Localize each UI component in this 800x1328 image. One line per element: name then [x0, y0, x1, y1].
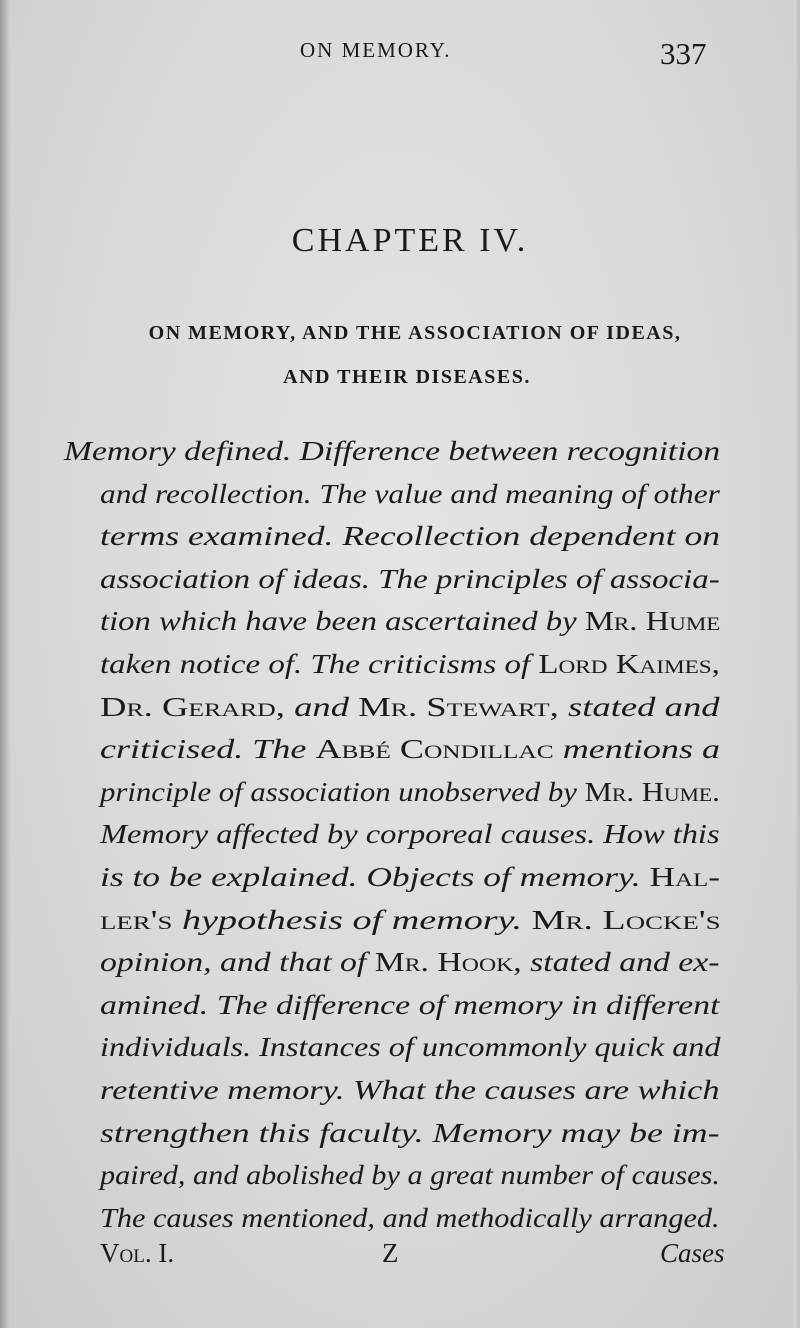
synopsis-line [100, 736, 720, 763]
synopsis-text: tion which have been ascertained by [100, 606, 585, 637]
catchword: Cases [660, 1238, 725, 1268]
synopsis-line [100, 821, 720, 848]
chapter-subtitle-line-2: AND THEIR DISEASES. [283, 366, 531, 388]
synopsis-text: criticised. The [100, 734, 316, 765]
page-number: 337 [660, 36, 707, 71]
synopsis-line [100, 776, 720, 807]
page-edge-shadow [794, 0, 800, 1328]
synopsis-name: Mr. Hook, [374, 947, 522, 978]
synopsis-name: Lord Kaimes, [538, 649, 720, 679]
synopsis-text: and [284, 691, 359, 722]
synopsis-text: individuals. Instances of uncommonly quick and [100, 1032, 721, 1063]
synopsis-text: hypothesis of memory. [172, 904, 532, 935]
synopsis-text: strengthen this faculty. Memory may be im- [100, 1117, 720, 1148]
chapter-title: CHAPTER IV. [291, 222, 529, 259]
synopsis-line [100, 904, 721, 935]
synopsis-name: Mr. Hume [584, 606, 721, 637]
synopsis-name: Mr. Locke's [531, 904, 721, 935]
synopsis-text: opinion, and that of [100, 947, 375, 978]
synopsis-line [100, 864, 720, 891]
synopsis-name: Mr. Hume. [584, 776, 720, 807]
synopsis-name: Dr. Gerard, [100, 691, 285, 722]
signature-volume: Vol. I. [100, 1238, 175, 1268]
synopsis-line [100, 989, 720, 1020]
chapter-subtitle-line-1: ON MEMORY, AND THE ASSOCIATION OF IDEAS, [148, 322, 682, 344]
synopsis-line [100, 691, 720, 722]
synopsis-line [100, 1117, 720, 1148]
synopsis-line [100, 1202, 720, 1233]
synopsis-text: association of ideas. The principles of associa- [100, 563, 720, 594]
synopsis-line [100, 651, 720, 678]
synopsis-text: The causes mentioned, and methodically arranged. [100, 1202, 720, 1233]
synopsis-text: principle of association unobserved by [100, 776, 585, 807]
synopsis-line [64, 438, 720, 465]
synopsis-text: Memory affected by corporeal causes. How this [100, 819, 720, 850]
synopsis-line [100, 1077, 720, 1104]
synopsis-line [100, 1034, 721, 1061]
running-head: ON MEMORY. [300, 38, 452, 62]
synopsis-text: Memory defined. Difference between recognition [64, 436, 721, 466]
synopsis-line [100, 608, 720, 635]
synopsis-text: mentions a [553, 734, 721, 765]
synopsis-text: paired, and abolished by a great number of causes. [100, 1160, 720, 1191]
signature-mark: Z [382, 1238, 399, 1268]
synopsis-line [100, 478, 720, 509]
synopsis-text: amined. The difference of memory in different [100, 989, 720, 1020]
synopsis-name: Hal- [649, 862, 720, 892]
synopsis-text: is to be explained. Objects of memory. [100, 862, 650, 892]
synopsis-name: Abbé Condillac [315, 734, 554, 765]
synopsis-text: retentive memory. What the causes are which [100, 1075, 720, 1105]
synopsis-text: and recollection. The value and meaning of other [100, 478, 720, 509]
synopsis-line [100, 1162, 720, 1189]
synopsis-name: Mr. Stewart, [358, 691, 559, 722]
synopsis-line [100, 563, 720, 594]
synopsis-line [100, 523, 720, 550]
synopsis-text: stated and ex- [521, 947, 720, 978]
synopsis-text: taken notice of. The criticisms of [100, 649, 539, 679]
synopsis-line [100, 949, 719, 976]
synopsis-text: terms examined. Recollection dependent on [100, 521, 721, 552]
synopsis-text: stated and [558, 691, 720, 722]
page-gutter-shadow [0, 0, 10, 1328]
synopsis-name: ler's [100, 904, 173, 935]
